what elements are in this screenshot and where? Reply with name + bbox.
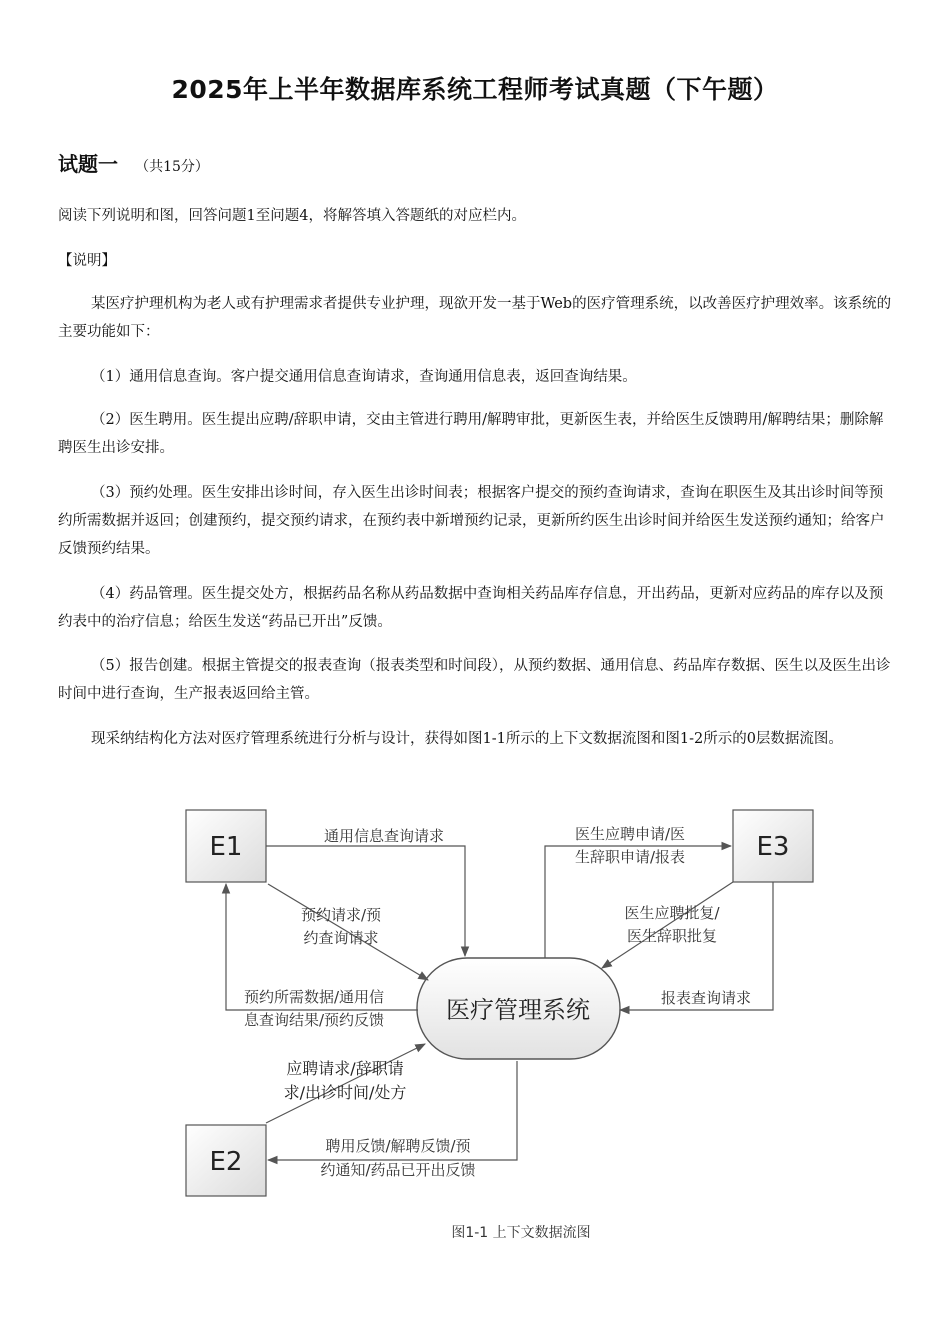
process-system-label: 医疗管理系统 — [446, 996, 590, 1024]
function-1: （1）通用信息查询。客户提交通用信息查询请求，查询通用信息表，返回查询结果。 — [91, 369, 637, 385]
entity-e1-label: E1 — [209, 832, 243, 862]
flow-label-report-query: 报表查询请求 — [660, 989, 752, 1007]
flow-label-approval-2: 医生辞职批复 — [626, 927, 718, 945]
flow-label-e2-feedback-2: 约通知/药品已开出反馈 — [320, 1161, 476, 1179]
function-2: （2）医生聘用。医生提出应聘/辞职申请，交由主管进行聘用/解聘审批，更新医生表，并给医生反馈聘用/解聘结果；删除解聘医生出诊安排。 — [58, 412, 884, 456]
entity-e1 — [186, 810, 266, 882]
flow-label-e2-requests-1: 应聘请求/辞职请 — [286, 1059, 404, 1078]
flow-label-to-e3-2: 生辞职申请/报表 — [574, 848, 686, 866]
flow-label-results-1: 预约所需数据/通用信 — [243, 988, 385, 1006]
entity-e2 — [186, 1125, 266, 1196]
process-system — [417, 958, 620, 1059]
function-4: （4）药品管理。医生提交处方，根据药品名称从药品数据中查询相关药品库存信息，开出药品，更新对应药品的库存以及预约表中的治疗信息；给医生发送“药品已开出”反馈。 — [58, 586, 884, 630]
function-5: （5）报告创建。根据主管提交的报表查询（报表类型和时间段），从预约数据、通用信息、药品库存数据、医生以及医生出诊时间中进行查询，生产报表返回给主管。 — [58, 658, 891, 702]
entity-e2-label: E2 — [209, 1147, 243, 1177]
question-points: （共15分） — [135, 159, 209, 175]
description-paragraph: 某医疗护理机构为老人或有护理需求者提供专业护理，现欲开发一基于Web的医疗管理系统，以改善医疗护理效率。该系统的主要功能如下： — [58, 296, 892, 340]
entity-e3 — [733, 810, 813, 882]
flow-label-to-e3-1: 医生应聘申请/医 — [574, 825, 686, 843]
flow-label-reservation-2: 约查询请求 — [303, 929, 379, 947]
flow-label-e2-feedback-1: 聘用反馈/解聘反馈/预 — [325, 1137, 471, 1155]
flow-e3-approval — [602, 882, 733, 968]
function-3: （3）预约处理。医生安排出诊时间，存入医生出诊时间表；根据客户提交的预约查询请求，查询在职医生及其出诊时间等预约所需数据并返回；创建预约，提交预约请求，在预约表中新增预约记录，更新所约医生出诊时间并给医生发送预约通知；给客户反馈预约结果。 — [58, 485, 885, 557]
flow-label-general-query: 通用信息查询请求 — [323, 827, 445, 845]
method-paragraph: 现采纳结构化方法对医疗管理系统进行分析与设计，获得如图1-1所示的上下文数据流图和图1-2所示的0层数据流图。 — [91, 731, 843, 747]
question-label: 试题一 — [58, 152, 118, 176]
instructions: 阅读下列说明和图，回答问题1至问题4，将解答填入答题纸的对应栏内。 — [58, 208, 526, 224]
section-label: 【说明】 — [58, 253, 116, 269]
flow-label-results-2: 息查询结果/预约反馈 — [243, 1011, 385, 1029]
entity-e3-label: E3 — [756, 832, 790, 862]
flow-label-reservation-1: 预约请求/预 — [300, 906, 382, 924]
page-title: 2025年上半年数据库系统工程师考试真题（下午题） — [171, 75, 779, 104]
flow-label-e2-requests-2: 求/出诊时间/处方 — [283, 1083, 407, 1102]
figure-caption: 图1-1 上下文数据流图 — [451, 1225, 591, 1241]
flow-label-approval-1: 医生应聘批复/ — [624, 904, 720, 922]
